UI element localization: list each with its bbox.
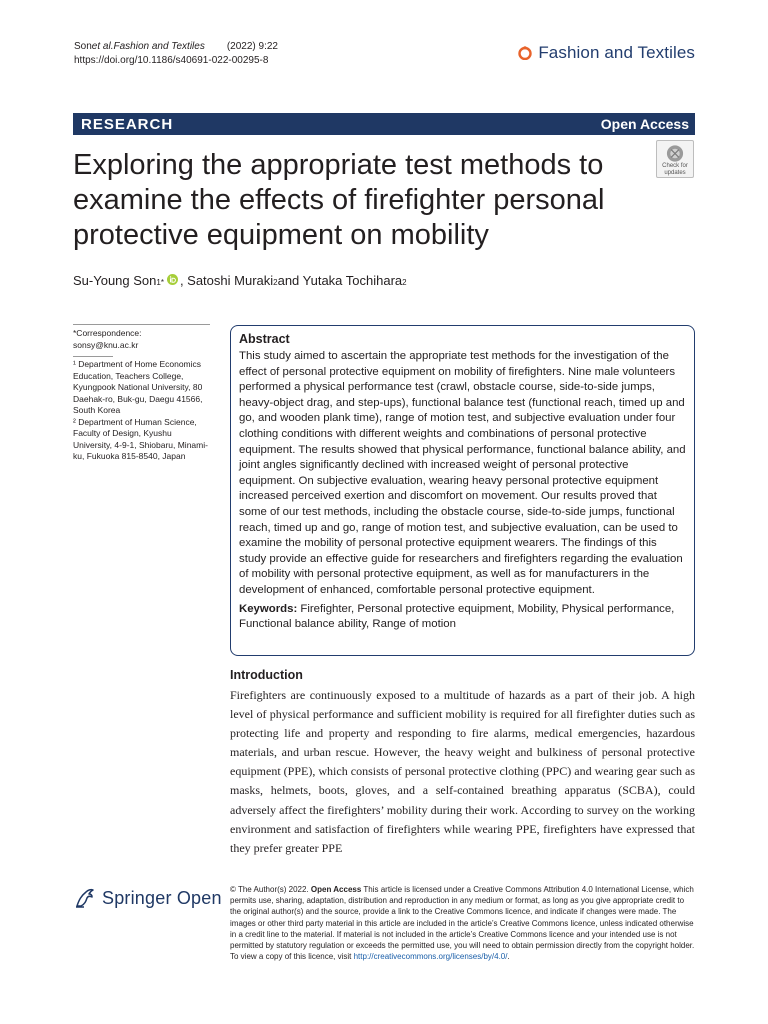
license-end: . xyxy=(507,952,510,962)
citation-journal: Fashion and Textiles xyxy=(113,41,205,52)
doi-link[interactable]: https://doi.org/10.1186/s40691-022-00295-8 xyxy=(74,55,269,66)
affiliation-1: ¹ Department of Home Economics Education, Teachers College, Kyungpook National University, 80 Daehak-ro, Buk-gu, Daegu 41566, South Korea xyxy=(73,359,203,415)
journal-logo-icon xyxy=(518,46,532,60)
introduction-text: Firefighters are continuously exposed to a multitude of hazards as a part of their job. A high level of physical performance and sufficient mobility is required for all firefighter duties such as protecting life and property and responding to fire alarms, medical emergencies, hazardous materials, and urban rescue. However, the heavy weight and bulkiness of personal protective equipment (PPE), which consists of personal protective clothing (PPC) and wearing gear such as masks, helmets, boots, gloves, and a self-contained breathing apparatus (SCBA), could adversely affect the firefighters’ mobility during their work. According to survey on the working environment and satisfaction of firefighters while wearing PPE, firefighters have expressed that they prefer greater PPE xyxy=(230,688,695,855)
journal-brand-name: Fashion and Textiles xyxy=(538,43,695,62)
author-1-affiliation: 1* xyxy=(156,278,164,287)
keywords-line xyxy=(239,602,686,633)
sidebar-divider xyxy=(73,324,210,325)
license-open-access-label: Open Access xyxy=(310,885,362,894)
citation-header xyxy=(74,40,278,68)
check-updates-line1: Check for xyxy=(662,163,688,169)
license-notice xyxy=(230,884,696,962)
citation-year-volume: (2022) 9:22 xyxy=(226,41,278,52)
introduction-heading: Introduction xyxy=(230,668,303,682)
citation-author: Son xyxy=(74,41,92,52)
citation-et-al: et al. xyxy=(91,41,114,52)
check-updates-line2: updates xyxy=(664,170,686,176)
springer-word: Springer xyxy=(102,887,172,908)
abstract-box xyxy=(230,325,695,656)
keywords-label: Keywords: xyxy=(239,602,298,615)
springer-horse-icon xyxy=(73,886,97,910)
keywords-list: Firefighter, Personal protective equipment, Mobility, Physical performance, Functional balance ability, Range of motion xyxy=(239,602,675,631)
author-3-affiliation: 2 xyxy=(402,278,407,287)
copyright-text: © The Author(s) 2022. xyxy=(230,885,311,894)
abstract-text: This study aimed to ascertain the appropriate test methods for the investigation of the effect of personal protective equipment on mobility of firefighters. Nine male volunteers performed a physical performance test (crawl, obstacle course, side-to-side jumps, heavy-object drag, and step-ups), functional balance test (functional reach, timed up and go, and wooden plank time), range of motion test, and subjective evaluation under four clothing conditions with different weights and combinations of personal protective equipment. The results showed that physical performance, functional balance ability, and joint angles significantly declined with increased weight of personal protective equipment. On subjective evaluation, wearing heavy personal protective equipment increased perceived exertion and discomfort on movement. Our results proved that some of our test methods, including the obstacle course, side-to-side jumps, functional reach, timed up and go, range of motion test, and subjective evaluation, can be used to examine the mobility of personal protective equipment wearers. The findings of this study provide an effective guide for researchers and firefighters regarding the evaluation of mobility with personal protective equipment, as well as for manufacturers in the development of enhanced, comfortable personal protective equipment. xyxy=(239,350,686,596)
article-category: RESEARCH xyxy=(81,115,174,133)
crossmark-icon xyxy=(665,144,685,163)
author-1[interactable]: Su-Young Son xyxy=(73,273,157,288)
article-type-banner xyxy=(73,113,695,135)
author-2-affiliation: 2 xyxy=(273,278,278,287)
journal-brand[interactable] xyxy=(518,43,695,63)
affiliation-2: ² Department of Human Science, Faculty of Design, Kyushu University, 4-9-1, Shiobaru, Minami-ku, Fukuoka 815-8540, Japan xyxy=(73,416,208,461)
author-list xyxy=(73,273,407,288)
correspondence-email[interactable]: sonsy@knu.ac.kr xyxy=(73,339,139,350)
citation-line xyxy=(74,40,278,54)
author-3[interactable]: and Yutaka Tochihara xyxy=(277,273,403,288)
affiliation-divider xyxy=(73,356,113,357)
license-body: This article is licensed under a Creative Commons Attribution 4.0 International License, which permits use, sharing, adaptation, distribution and reproduction in any medium or format, as long as you give appropriate credit to the original author(s) and the source, provide a link to the Creative Commons licence, and indicate if changes were made. The images or other third party material in this article are included in the article’s Creative Commons licence, unless indicated otherwise in a credit line to the material. If material is not included in the article’s Creative Commons licence and your intended use is not permitted by statutory regulation or exceeds the permitted use, you will need to obtain permission directly from the copyright holder. To view a copy of this licence, visit xyxy=(230,885,695,962)
introduction-section xyxy=(230,668,695,858)
open-access-label: Open Access xyxy=(600,116,689,132)
author-2[interactable]: , Satoshi Muraki xyxy=(179,273,274,288)
open-word: Open xyxy=(171,887,222,908)
springer-open-wordmark xyxy=(102,888,222,909)
article-title: Exploring the appropriate test methods to examine the effects of firefighter personal protective equipment on mobility xyxy=(73,149,605,251)
correspondence-label: *Correspondence: xyxy=(73,328,142,338)
affiliations-sidebar xyxy=(73,324,210,463)
abstract-heading: Abstract xyxy=(239,332,290,346)
orcid-icon[interactable] xyxy=(167,273,178,284)
check-for-updates-button[interactable] xyxy=(656,140,694,178)
springer-open-logo[interactable] xyxy=(73,886,222,910)
license-url-link[interactable]: http://creativecommons.org/licenses/by/4.0/ xyxy=(353,952,508,962)
